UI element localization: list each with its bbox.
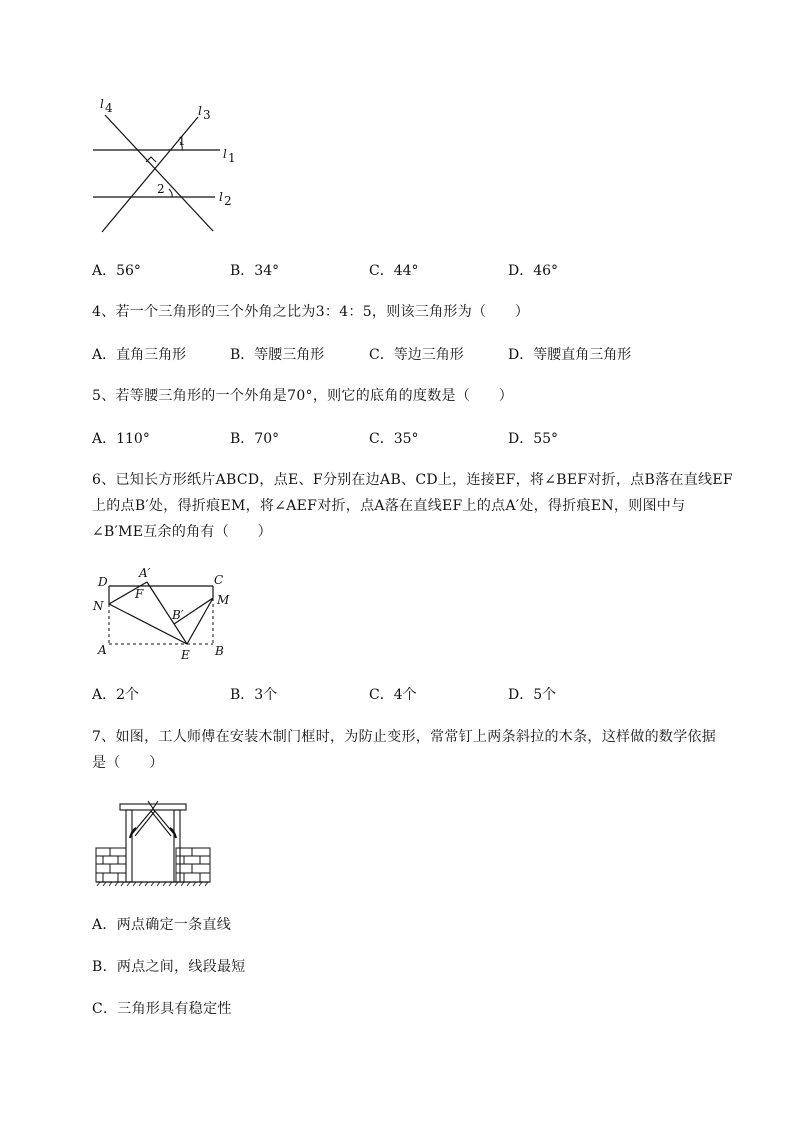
q5-option-c[interactable]: C．35°: [369, 431, 419, 447]
label-d: D: [98, 575, 108, 589]
label-c: C: [214, 573, 224, 587]
q7-option-c[interactable]: C．三角形具有稳定性: [92, 1001, 232, 1017]
label-angle-2: 2: [157, 182, 165, 196]
q6-option-a[interactable]: A．2个: [92, 687, 140, 703]
label-l2-sub: 2: [224, 194, 232, 208]
q7-stem-line-1: 7、如图，工人师傅在安装木制门框时，为防止变形，常常钉上两条斜拉的木条，这样做的数学依据: [92, 729, 717, 745]
label-b-prime: B′: [172, 608, 184, 622]
q4-option-b[interactable]: B．等腰三角形: [230, 347, 325, 363]
q7-option-a[interactable]: A．两点确定一条直线: [92, 917, 232, 933]
q7-door-frame-figure: [92, 798, 214, 888]
label-l3: l: [198, 104, 202, 118]
q4-option-a[interactable]: A．直角三角形: [92, 347, 187, 363]
q5-option-a[interactable]: A．110°: [92, 431, 150, 447]
q4-stem: 4、若一个三角形的三个外角之比为3：4：5，则该三角形为（ ）: [92, 304, 530, 320]
q6-stem-line-1: 6、已知长方形纸片ABCD，点E、F分别在边AB、CD上，连接EF，将∠BEF对折，点B落在直线EF: [92, 472, 733, 488]
label-b: B: [215, 644, 224, 658]
angle-2-arc: [169, 189, 172, 197]
label-e: E: [181, 648, 190, 662]
q3-option-c[interactable]: C．44°: [369, 263, 419, 279]
q4-option-d[interactable]: D．等腰直角三角形: [508, 347, 632, 363]
q5-option-b[interactable]: B．70°: [230, 431, 280, 447]
q6-option-d[interactable]: D．5个: [508, 687, 557, 703]
label-l2: l: [219, 190, 223, 204]
label-a-prime: A′: [139, 566, 151, 580]
label-l1-sub: 1: [228, 151, 236, 165]
label-l3-sub: 3: [203, 108, 211, 122]
q6-stem-line-3: ∠B′ME互余的角有（ ）: [92, 524, 272, 540]
q7-stem-line-2: 是（ ）: [92, 755, 164, 771]
q6-option-b[interactable]: B．3个: [230, 687, 278, 703]
label-m: M: [217, 593, 230, 607]
q3-figure: [88, 95, 248, 240]
diagonal-braces: [132, 801, 174, 836]
right-brick-wall: [176, 848, 210, 882]
q3-option-d[interactable]: D．46°: [508, 263, 559, 279]
label-l4-sub: 4: [105, 101, 113, 115]
label-f: F: [135, 587, 144, 601]
label-n: N: [93, 599, 104, 613]
q6-option-c[interactable]: C．4个: [369, 687, 417, 703]
label-angle-1: 1: [178, 134, 186, 148]
segment-me: [187, 598, 213, 644]
q6-figure: [90, 562, 240, 662]
q5-stem: 5、若等腰三角形的一个外角是70°，则它的底角的度数是（ ）: [92, 388, 514, 404]
q5-option-d[interactable]: D．55°: [508, 431, 559, 447]
label-l4: l: [100, 97, 104, 111]
q4-option-c[interactable]: C．等边三角形: [369, 347, 464, 363]
q7-option-b[interactable]: B．两点之间，线段最短: [92, 959, 246, 975]
label-l1: l: [223, 147, 227, 161]
q3-option-b[interactable]: B．34°: [230, 263, 280, 279]
label-a: A: [98, 643, 107, 657]
q3-option-a[interactable]: A．56°: [92, 263, 141, 279]
left-brick-wall: [96, 848, 126, 882]
q6-stem-line-2: 上的点B′处，得折痕EM，将∠AEF对折，点A落在直线EF上的点A′处，得折痕EN，则图中与: [92, 498, 686, 514]
line-l4: [105, 115, 213, 231]
